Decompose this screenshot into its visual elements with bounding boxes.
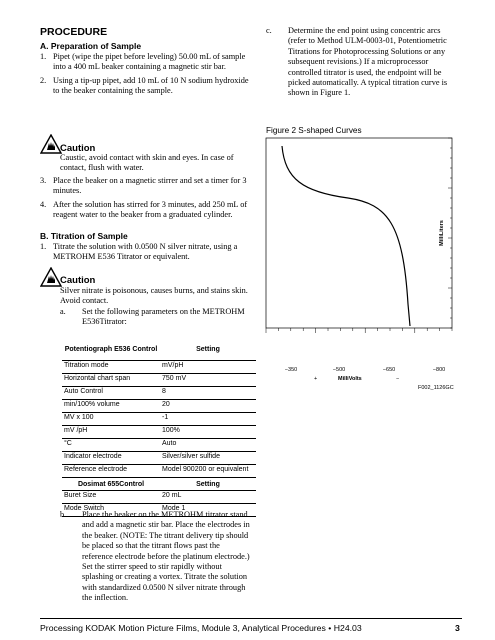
list-item: 4. After the solution has stirred for 3 minutes, add 250 mL of reagent water to the beaker from a graduated cylinder. (40, 199, 248, 220)
list-item: 2. Using a tip-up pipet, add 10 mL of 10 N sodium hydroxide to the beaker containing the sample. (40, 75, 249, 96)
caution-hand-icon (40, 134, 62, 159)
page-number: 3 (455, 623, 460, 633)
column-header: Setting (160, 478, 256, 491)
table-row: Indicator electrode Silver/silver sulfide (62, 452, 256, 465)
a-items-list-2 (40, 176, 252, 221)
x-axis-plus: + (314, 376, 318, 382)
list-item: 1. Pipet (wipe the pipet before leveling) 50.00 mL of sample into a 400 mL beaker containing a magnetic stir bar. (40, 52, 246, 72)
caution-hand-icon (40, 267, 62, 292)
x-axis-minus: − (396, 376, 400, 382)
list-item: 1. Titrate the solution with 0.0500 N silver nitrate, using a METROHM E536 Titrator or equivalent. (40, 242, 238, 262)
chart-svg (263, 134, 468, 374)
section-b-heading: B. Titration of Sample (40, 231, 128, 241)
table-row: Reference electrode Model 900200 or equivalent (62, 465, 256, 478)
footer-text: Processing KODAK Motion Picture Films, Module 3, Analytical Procedures • H24.03 (40, 623, 362, 633)
table-row: Buret Size 20 mL (62, 491, 256, 504)
caution-title: Caution (60, 275, 96, 286)
caution-title: Caution (60, 143, 96, 154)
sub-item-b (60, 510, 252, 604)
figure-caption: Figure 2 S-shaped Curves (266, 126, 362, 135)
table-header-row (62, 478, 256, 491)
table-row: mV /pH 100% (62, 426, 256, 439)
caution-text: Caustic, avoid contact with skin and eyes. In case of contact, flush with water. (60, 153, 234, 173)
x-axis-label: MilliVolts (338, 376, 362, 382)
column-header: Dosimat 655Control (62, 478, 160, 491)
chart-frame (266, 138, 452, 328)
section-a-heading: A. Preparation of Sample (40, 41, 142, 51)
table-row: Auto Control 8 (62, 387, 256, 400)
x-tick-label: −800 (432, 367, 446, 373)
table-row: Horizontal chart span 750 mV (62, 374, 256, 387)
table-row: °C Auto (62, 439, 256, 452)
table-row: MV x 100 -1 (62, 413, 256, 426)
x-tick-label: −650 (382, 367, 396, 373)
x-tick-label: −500 (332, 367, 346, 373)
s-curve-series (282, 146, 410, 326)
table-header-row (62, 338, 256, 361)
a-items-list (40, 52, 252, 97)
list-item: 3. Place the beaker on a magnetic stirrer and set a timer for 3 minutes. (40, 176, 247, 196)
sub-item-a (60, 307, 250, 328)
column-header: Setting (160, 338, 256, 361)
figure-code: F002_1126GC (418, 385, 454, 391)
column-header: Potentiograph E536 Control (62, 338, 160, 361)
list-item: c. Determine the end point using concentric arcs (refer to Method ULM-0003-01, Potentiometric Titrations for Photoprocessing Solutions or any subsequent revisions.) If a microprocessor controlled titrator is used, the endpoint will be picked automatically. A typical titration curve is shown in Figure 1. (266, 26, 448, 98)
table-row: Titration mode mV/pH (62, 361, 256, 374)
table-row: Mode Switch Mode 1 (62, 504, 256, 517)
procedure-heading: PROCEDURE (40, 26, 108, 38)
sub-item-c (266, 26, 458, 99)
x-tick-label: −350 (284, 367, 298, 373)
footer-rule (40, 618, 462, 619)
caution-text: Silver nitrate is poisonous, causes burns, and stains skin. Avoid contact. (60, 286, 248, 306)
y-axis-label: MilliLiters (439, 220, 445, 246)
potentiograph-table (62, 338, 256, 478)
list-item: a. Set the following parameters on the METROHM E536Titrator: (60, 307, 245, 327)
b-item-1 (40, 242, 252, 263)
list-item: b. Place the beaker on the METROHM titrator stand and add a magnetic stir bar. Place the electrodes in the beaker. (NOTE: The titrant delivery tip should be placed so that the titrant flows past the reference electrode before the platinum electrode.) Set the stirrer speed to stir rapidly without splashing or creating a vortex. Titrate the solution with standardized 0.0500 N silver nitrate through the inflection. (60, 510, 250, 603)
table-row: min/100% volume 20 (62, 400, 256, 413)
titration-chart (263, 134, 468, 379)
